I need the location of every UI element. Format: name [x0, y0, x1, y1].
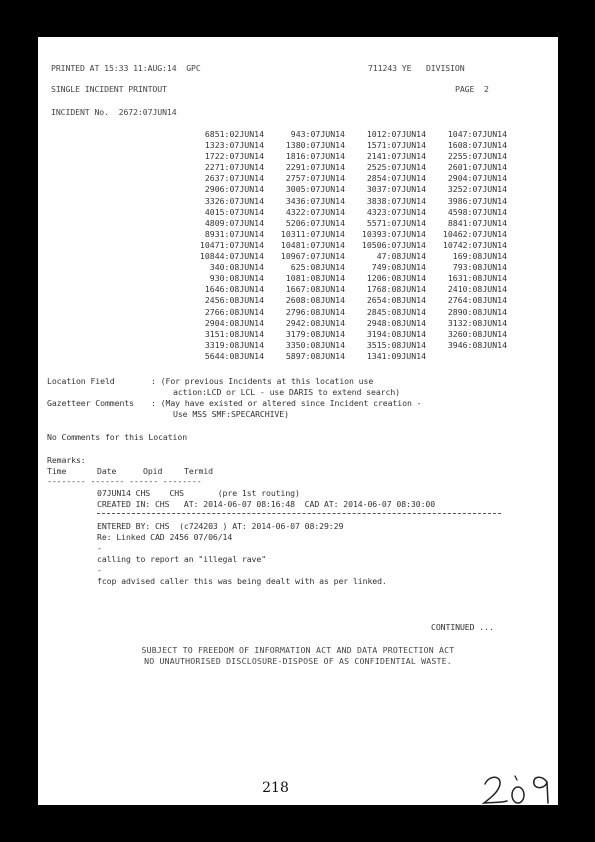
reference-cell: 2291:07JUN14 [285, 162, 345, 173]
reference-cell: 340:08JUN14 [209, 262, 264, 273]
document-page [38, 37, 558, 805]
reference-cell: 5206:07JUN14 [285, 217, 345, 228]
no-comments-text: No Comments for this Location [47, 432, 188, 442]
remarks-label: Remarks: [47, 455, 86, 465]
reference-cell: 2890:08JUN14 [447, 306, 507, 317]
reference-cell: 2904:07JUN14 [447, 173, 507, 184]
remark-linked-line: Re: Linked CAD 2456 07/06/14 [97, 532, 233, 542]
reference-row [183, 151, 507, 162]
reference-row [183, 184, 507, 195]
remark-entered-line: ENTERED BY: CHS (c724203 ) AT: 2014-06-07 08:29:29 [97, 521, 344, 531]
gazetteer-line2: Use MSS SMF:SPECARCHIVE) [173, 409, 289, 419]
reference-cell: 5644:08JUN14 [204, 350, 264, 361]
reference-cell: 2904:08JUN14 [204, 317, 264, 328]
reference-cell: 3515:08JUN14 [366, 339, 426, 350]
reference-cell: 3252:07JUN14 [447, 184, 507, 195]
reference-row [183, 162, 507, 173]
reference-row [183, 218, 507, 229]
incident-number: INCIDENT No. 2672:07JUN14 [51, 107, 177, 117]
reference-cell: 1012:07JUN14 [366, 129, 426, 139]
reference-cell: 3838:07JUN14 [366, 195, 426, 206]
reference-cell: 3326:07JUN14 [204, 195, 264, 206]
reference-cell: 8931:07JUN14 [204, 228, 264, 239]
reference-cell: 4809:07JUN14 [204, 217, 264, 228]
reference-cell: 2906:07JUN14 [204, 184, 264, 195]
reference-cell: 10393:07JUN14 [361, 228, 426, 239]
reference-cell: 1667:08JUN14 [285, 284, 345, 295]
remark-created-line: CREATED IN: CHS AT: 2014-06-07 08:16:48 CAD AT: 2014-06-07 08:30:00 [97, 499, 436, 509]
reference-cell: 2456:08JUN14 [204, 295, 264, 306]
footer-notice-line1: SUBJECT TO FREEDOM OF INFORMATION ACT AND DATA PROTECTION ACT [141, 645, 455, 655]
remark-advised-line: fcop advised caller this was being dealt with as per linked. [97, 576, 387, 586]
reference-cell: 6851:02JUN14 [204, 129, 264, 139]
reference-cell: 4598:07JUN14 [447, 206, 507, 217]
reference-row [183, 196, 507, 207]
reference-cell: 2764:08JUN14 [447, 295, 507, 306]
incident-reference-grid [183, 129, 507, 362]
reference-row [183, 240, 507, 251]
reference-cell: 2796:08JUN14 [285, 306, 345, 317]
location-field-line2: action:LCD or LCL - use DARIS to extend search) [173, 387, 400, 397]
reference-cell: 10311:07JUN14 [280, 228, 345, 239]
reference-cell: 1768:08JUN14 [366, 284, 426, 295]
reference-cell: 4015:07JUN14 [204, 206, 264, 217]
reference-cell: 10471:07JUN14 [199, 239, 264, 250]
reference-row [183, 251, 507, 262]
reference-cell: 2766:08JUN14 [204, 306, 264, 317]
remark-dash: - [97, 543, 102, 553]
reference-cell: 10967:07JUN14 [280, 251, 345, 262]
location-field-line1: : (For previous Incidents at this location use [151, 376, 374, 386]
col-termid: Termid [184, 466, 213, 476]
reference-cell: 1341:09JUN14 [366, 350, 426, 361]
reference-row [183, 318, 507, 329]
gazetteer-comments-label: Gazetteer Comments [47, 398, 134, 408]
footer-notice-line2: NO UNAUTHORISED DISCLOSURE-DISPOSE OF AS CONFIDENTIAL WASTE. [144, 656, 452, 666]
reference-cell [426, 351, 507, 362]
reference-row [183, 340, 507, 351]
reference-cell: 2942:08JUN14 [285, 317, 345, 328]
remark-calling-line: calling to report an "illegal rave" [97, 554, 267, 564]
reference-row [183, 284, 507, 295]
handwritten-number-drawing [481, 772, 558, 805]
reference-row [183, 329, 507, 340]
reference-cell: 2255:07JUN14 [447, 151, 507, 162]
reference-cell: 1722:07JUN14 [204, 151, 264, 162]
reference-row [183, 129, 507, 140]
reference-cell: 3194:08JUN14 [366, 328, 426, 339]
reference-cell: 47:08JUN14 [376, 251, 426, 262]
reference-cell: 1646:08JUN14 [204, 284, 264, 295]
reference-cell: 10742:07JUN14 [442, 239, 507, 250]
reference-cell: 3436:07JUN14 [285, 195, 345, 206]
reference-row [183, 173, 507, 184]
location-field-label: Location Field [47, 376, 115, 386]
reference-cell: 3005:07JUN14 [285, 184, 345, 195]
printed-at: PRINTED AT 15:33 11:AUG:14 GPC [51, 63, 201, 73]
reference-row [183, 295, 507, 306]
col-date: Date [97, 466, 117, 476]
reference-row [183, 207, 507, 218]
reference-cell: 3946:08JUN14 [447, 339, 507, 350]
reference-cell: 749:08JUN14 [371, 262, 426, 273]
reference-cell: 2141:07JUN14 [366, 151, 426, 162]
reference-cell: 2757:07JUN14 [285, 173, 345, 184]
reference-cell: 10506:07JUN14 [361, 239, 426, 250]
reference-cell: 625:08JUN14 [290, 262, 345, 273]
reference-cell: 2525:07JUN14 [366, 162, 426, 173]
reference-cell: 2637:07JUN14 [204, 173, 264, 184]
handwritten-page-number [481, 772, 558, 805]
reference-cell: 3132:08JUN14 [447, 317, 507, 328]
remark-entry-line: 07JUN14 CHS CHS (pre 1st routing) [97, 488, 300, 498]
remarks-dashes: -------- ------- ------ -------- [47, 476, 202, 486]
reference-cell: 2608:08JUN14 [285, 295, 345, 306]
reference-row [183, 351, 507, 362]
reference-cell: 1608:07JUN14 [447, 140, 507, 151]
col-time: Time [47, 466, 67, 476]
remark-dash: - [97, 565, 102, 575]
reference-cell: 10462:07JUN14 [442, 228, 507, 239]
remark-separator [97, 513, 501, 514]
reference-cell: 10481:07JUN14 [280, 239, 345, 250]
reference-cell: 1631:08JUN14 [447, 273, 507, 284]
reference-cell: 5897:08JUN14 [285, 350, 345, 361]
reference-cell: 1571:07JUN14 [366, 140, 426, 151]
reference-cell: 1081:08JUN14 [285, 273, 345, 284]
reference-cell: 5571:07JUN14 [366, 217, 426, 228]
reference-row [183, 307, 507, 318]
page-number: 218 [262, 780, 289, 796]
reference-cell: 10844:07JUN14 [199, 251, 264, 262]
reference-cell: 3151:08JUN14 [204, 328, 264, 339]
reference-cell: 2601:07JUN14 [447, 162, 507, 173]
reference-cell: 2271:07JUN14 [204, 162, 264, 173]
reference-cell: 2948:08JUN14 [366, 317, 426, 328]
reference-cell: 1380:07JUN14 [285, 140, 345, 151]
division: 711243 YE DIVISION [368, 63, 465, 73]
reference-cell: 169:08JUN14 [452, 251, 507, 262]
reference-cell: 4323:07JUN14 [366, 206, 426, 217]
reference-cell: 1047:07JUN14 [447, 129, 507, 139]
reference-cell: 3179:08JUN14 [285, 328, 345, 339]
reference-cell: 943:07JUN14 [290, 129, 345, 139]
reference-cell: 2654:08JUN14 [366, 295, 426, 306]
continued-text: CONTINUED ... [431, 622, 494, 632]
col-opid: Opid [143, 466, 163, 476]
reference-cell: 2410:08JUN14 [447, 284, 507, 295]
reference-cell: 2845:08JUN14 [366, 306, 426, 317]
reference-cell: 1816:07JUN14 [285, 151, 345, 162]
reference-cell: 793:08JUN14 [452, 262, 507, 273]
reference-row [183, 273, 507, 284]
page-indicator: PAGE 2 [455, 84, 489, 94]
reference-cell: 4322:07JUN14 [285, 206, 345, 217]
reference-cell: 3319:08JUN14 [204, 339, 264, 350]
reference-row [183, 262, 507, 273]
reference-cell: 3986:07JUN14 [447, 195, 507, 206]
reference-cell: 3350:08JUN14 [285, 339, 345, 350]
gazetteer-line1: : (May have existed or altered since Incident creation - [151, 398, 422, 408]
reference-cell: 8841:07JUN14 [447, 217, 507, 228]
reference-cell: 1323:07JUN14 [204, 140, 264, 151]
reference-cell: 3260:08JUN14 [447, 328, 507, 339]
reference-row [183, 140, 507, 151]
reference-cell: 930:08JUN14 [209, 273, 264, 284]
printout-type: SINGLE INCIDENT PRINTOUT [51, 84, 167, 94]
reference-cell: 3037:07JUN14 [366, 184, 426, 195]
reference-cell: 1206:08JUN14 [366, 273, 426, 284]
reference-row [183, 229, 507, 240]
reference-cell: 2854:07JUN14 [366, 173, 426, 184]
